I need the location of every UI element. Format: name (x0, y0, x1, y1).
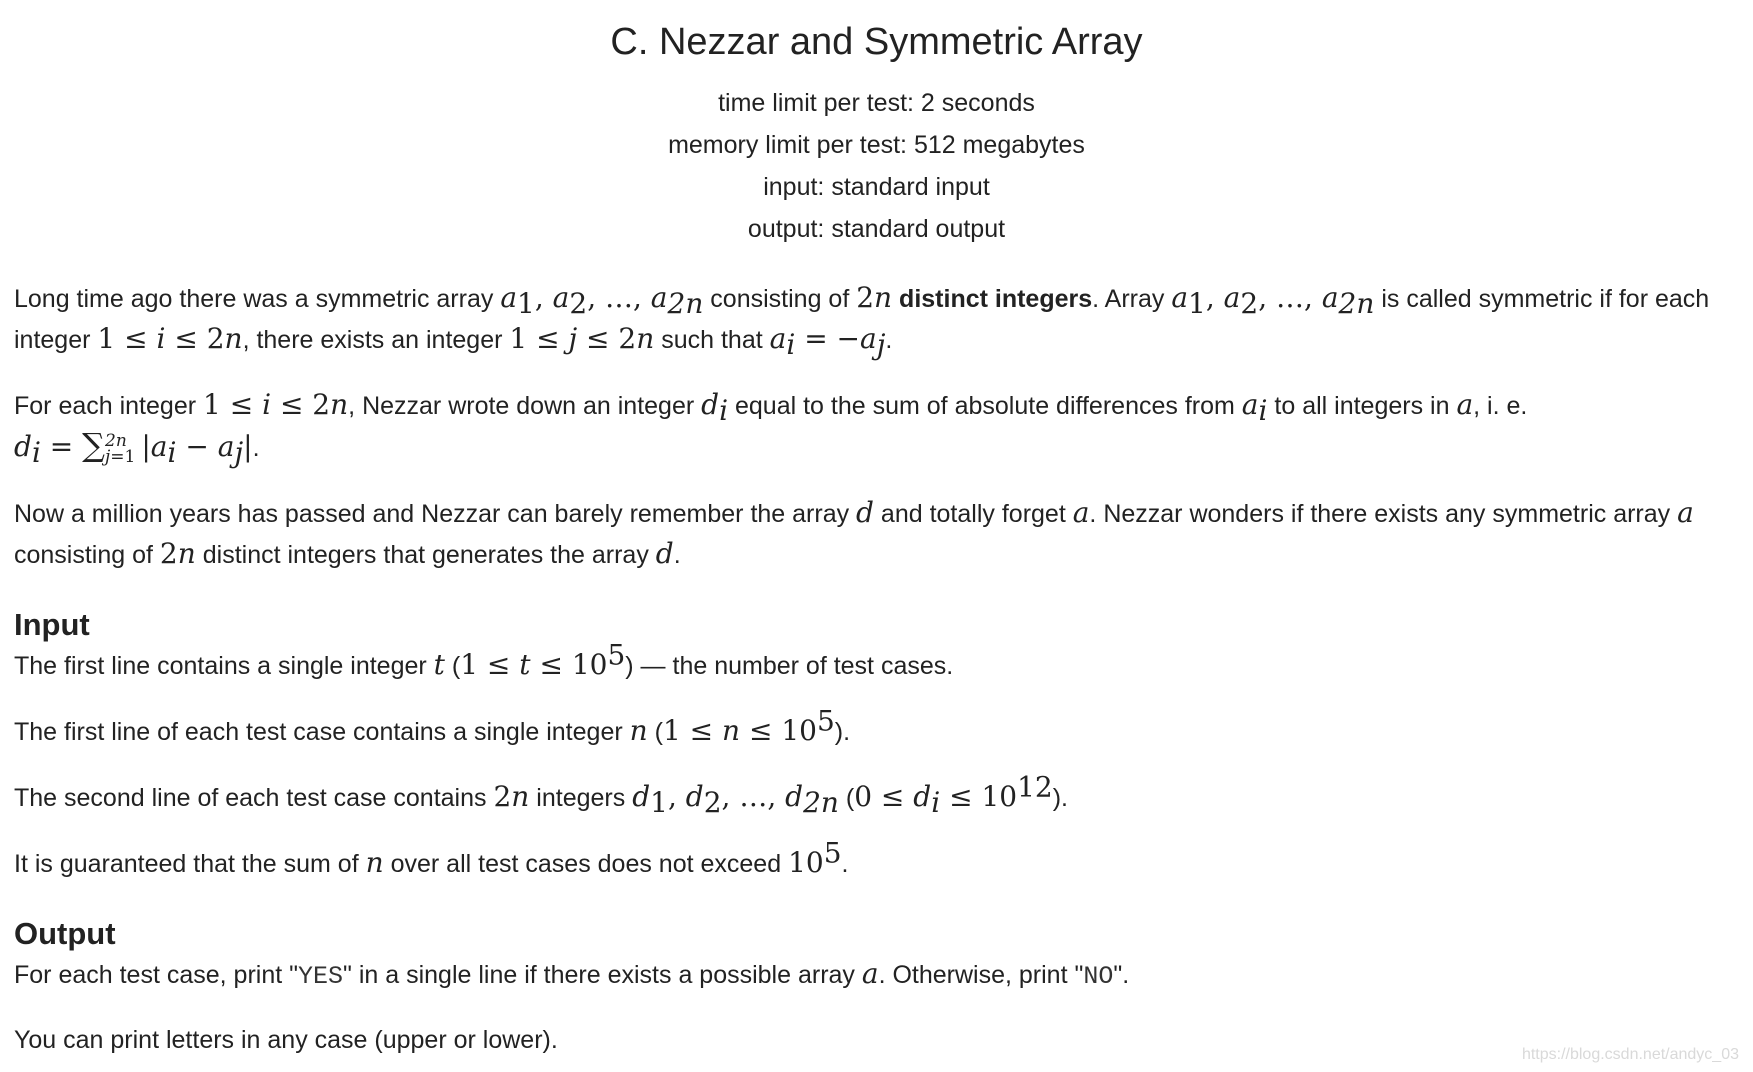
output-spec: output: standard output (747, 215, 1006, 243)
input-line-4: It is guaranteed that the sum of n over all test cases does not exceed $10^5$. (14, 836, 849, 879)
statement-paragraph-1: Long time ago there was a symmetric array $a_1$, $a_2$, …, $a_{2n}$ consisting of 2n distinct integers. Array $a_1$, $a_2$, …, $a_{2n}$ is called symmetric if for each integer 1 ≤ i ≤ 2n, there exists an integer 1 ≤ j ≤ 2n such that $a_i = -a_j$. (14, 281, 1710, 361)
input-line-1: The first line contains a single integer t $(1 \le t \le 10^5)$ — the number of test cases. (14, 638, 954, 681)
output-line-2: You can print letters in any case (upper or lower). (14, 1026, 558, 1054)
input-heading: Input (14, 607, 90, 642)
memory-limit: memory limit per test: 512 megabytes (668, 131, 1085, 159)
output-heading: Output (14, 916, 116, 951)
problem-title: C. Nezzar and Symmetric Array (610, 21, 1143, 63)
statement-paragraph-3: Now a million years has passed and Nezzar can barely remember the array d and totally forget a. Nezzar wonders if there exists any symmetric array a consisting of 2n distinct integers that generates the array d. (14, 496, 1694, 570)
time-limit: time limit per test: 2 seconds (718, 89, 1035, 117)
input-line-2: The first line of each test case contains a single integer n $(1 \le n \le 10^5)$. (14, 704, 851, 747)
problem-statement (14, 0, 1739, 1060)
input-line-3: The second line of each test case contains 2n integers $d_1$, $d_2$, …, $d_{2n}$ $(0 \le d_i \le 10^{12})$. (14, 770, 1069, 819)
statement-paragraph-2: For each integer 1 ≤ i ≤ 2n, Nezzar wrote down an integer $d_i$ equal to the sum of absolute differences from $a_i$ to all integers in a, i. e. $d_i$ = ∑ 2n j=1 $|a_i - a_j|$. (14, 388, 1528, 469)
input-spec: input: standard input (763, 173, 990, 201)
output-line-1: For each test case, print "YES" in a single line if there exists a possible array a. Otherwise, print "NO". (14, 957, 1130, 991)
watermark: https://blog.csdn.net/andyc_03 (1521, 1046, 1739, 1063)
